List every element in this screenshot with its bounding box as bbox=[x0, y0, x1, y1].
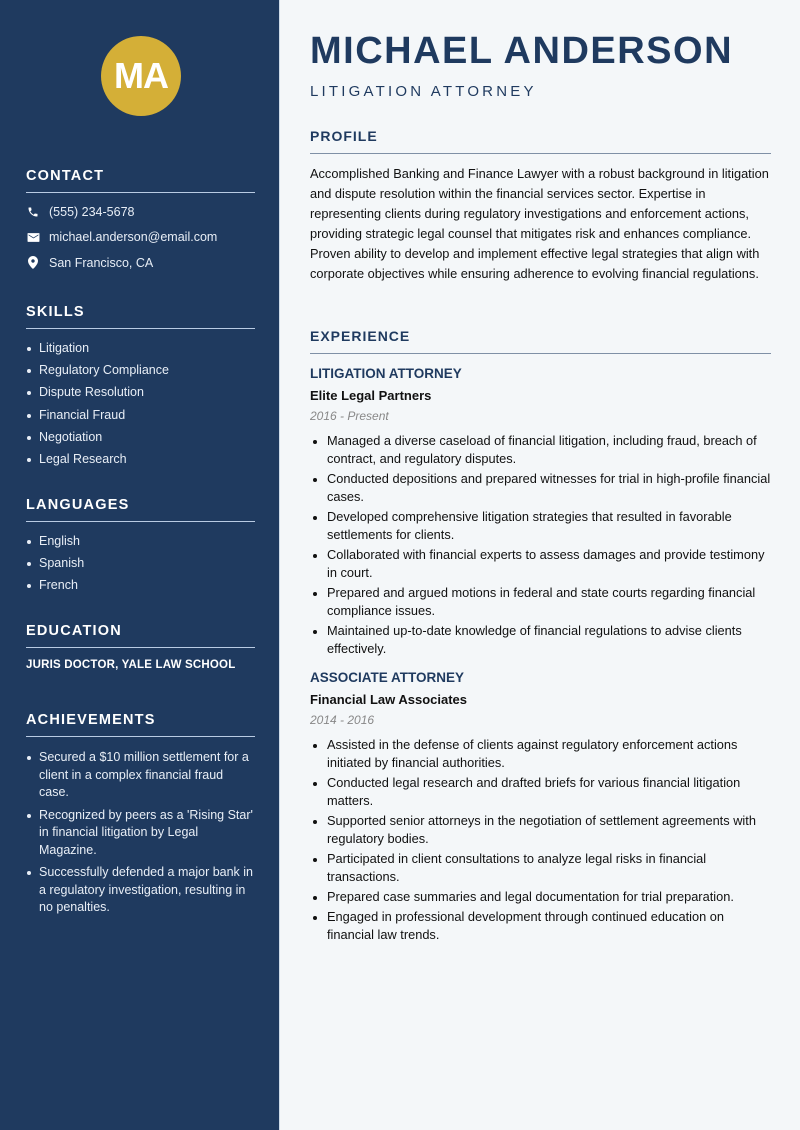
candidate-name: MICHAEL ANDERSON bbox=[310, 30, 734, 72]
job-bullet: Conducted depositions and prepared witnesses for trial in high-profile financial cases. bbox=[310, 470, 771, 506]
job-title: ASSOCIATE ATTORNEY bbox=[310, 670, 465, 685]
location-text: San Francisco, CA bbox=[49, 255, 154, 270]
languages-list bbox=[26, 530, 255, 597]
education-item: JURIS DOCTOR, YALE LAW SCHOOL bbox=[26, 659, 236, 671]
achievements-list bbox=[26, 749, 255, 917]
language-item: French bbox=[26, 574, 255, 596]
job-bullet: Participated in client consultations to analyze legal risks in financial transactions. bbox=[310, 850, 771, 886]
skill-item: Legal Research bbox=[26, 448, 255, 470]
skill-item: Dispute Resolution bbox=[26, 381, 255, 403]
education-section bbox=[26, 623, 255, 671]
job-bullet: Managed a diverse caseload of financial litigation, including fraud, breach of contract, and regulatory disputes. bbox=[310, 432, 771, 468]
job-bullet: Collaborated with financial experts to assess damages and provide testimony in court. bbox=[310, 546, 771, 582]
job-dates: 2014 - 2016 bbox=[310, 713, 375, 727]
job-bullet: Maintained up-to-date knowledge of financial regulations to advise clients effectively. bbox=[310, 622, 771, 658]
language-item: English bbox=[26, 530, 255, 552]
job-entry bbox=[310, 366, 771, 658]
contact-location bbox=[26, 250, 255, 276]
language-item: Spanish bbox=[26, 552, 255, 574]
achievement-item: Successfully defended a major bank in a regulatory investigation, resulting in no penalties. bbox=[26, 864, 255, 917]
phone-number: (555) 234-5678 bbox=[49, 204, 135, 219]
skill-item: Regulatory Compliance bbox=[26, 359, 255, 381]
skills-list bbox=[26, 337, 255, 470]
email-icon bbox=[26, 230, 40, 244]
skill-item: Negotiation bbox=[26, 426, 255, 448]
job-bullet: Prepared and argued motions in federal and state courts regarding financial compliance issues. bbox=[310, 584, 771, 620]
contact-heading: CONTACT bbox=[26, 168, 255, 193]
achievement-item: Recognized by peers as a 'Rising Star' in financial litigation by Legal Magazine. bbox=[26, 807, 255, 860]
contact-section bbox=[26, 168, 255, 276]
skills-section bbox=[26, 304, 255, 470]
experience-section bbox=[310, 328, 771, 946]
job-bullets bbox=[310, 736, 771, 944]
contact-email bbox=[26, 225, 255, 251]
achievements-heading: ACHIEVEMENTS bbox=[26, 712, 255, 737]
job-bullet: Engaged in professional development through continued education on financial law trends. bbox=[310, 908, 771, 944]
sidebar bbox=[0, 0, 280, 1130]
job-dates: 2016 - Present bbox=[310, 409, 389, 423]
job-bullet: Developed comprehensive litigation strategies that resulted in favorable settlements for clients. bbox=[310, 508, 771, 544]
avatar: MA bbox=[101, 36, 181, 116]
skill-item: Financial Fraud bbox=[26, 404, 255, 426]
job-bullet: Prepared case summaries and legal documentation for trial preparation. bbox=[310, 888, 771, 906]
skill-item: Litigation bbox=[26, 337, 255, 359]
languages-section bbox=[26, 497, 255, 597]
job-company: Financial Law Associates bbox=[310, 692, 468, 707]
profile-text: Accomplished Banking and Finance Lawyer with a robust background in litigation and dispute resolution within the financial services sector. Expertise in representing clients during regulatory investigations and enforcement actions, providing strategic legal counsel that mitigates risk and enhances compliance. Proven ability to develop and implement effective legal strategies that align with corporate objectives while ensuring adherence to evolving financial regulations. bbox=[310, 166, 769, 281]
achievements-section bbox=[26, 712, 255, 922]
job-company: Elite Legal Partners bbox=[310, 388, 432, 403]
skills-heading: SKILLS bbox=[26, 304, 255, 329]
job-bullet: Assisted in the defense of clients against regulatory enforcement actions initiated by financial authorities. bbox=[310, 736, 771, 772]
achievement-item: Secured a $10 million settlement for a client in a complex financial fraud case. bbox=[26, 749, 255, 802]
job-title: LITIGATION ATTORNEY bbox=[310, 366, 462, 381]
job-title-header: LITIGATION ATTORNEY bbox=[310, 83, 537, 100]
experience-heading: EXPERIENCE bbox=[310, 328, 771, 354]
profile-section bbox=[310, 128, 771, 284]
job-bullets bbox=[310, 432, 771, 658]
contact-phone bbox=[26, 199, 255, 225]
profile-heading: PROFILE bbox=[310, 128, 771, 154]
phone-icon bbox=[26, 205, 40, 219]
email-address[interactable]: michael.anderson@email.com bbox=[49, 230, 218, 245]
job-bullet: Conducted legal research and drafted briefs for various financial litigation matters. bbox=[310, 774, 771, 810]
location-pin-icon bbox=[26, 256, 40, 270]
languages-heading: LANGUAGES bbox=[26, 497, 255, 522]
job-entry bbox=[310, 670, 771, 944]
education-heading: EDUCATION bbox=[26, 623, 255, 648]
job-bullet: Supported senior attorneys in the negotiation of settlement agreements with regulatory bodies. bbox=[310, 812, 771, 848]
